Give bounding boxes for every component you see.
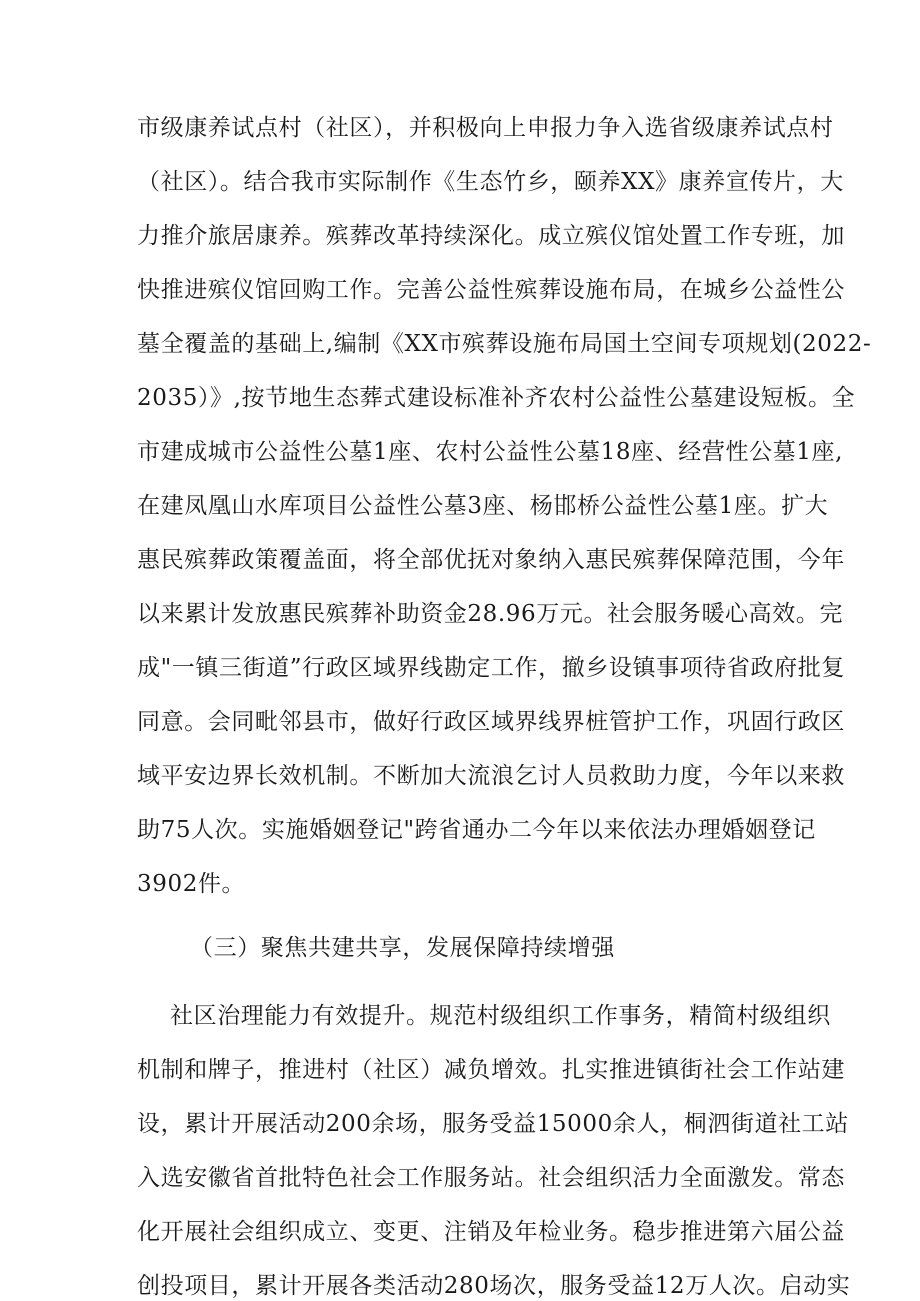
text-line: 入选安徽省首批特色社会工作服务站。社会组织活力全面激发。常态 [137, 1165, 845, 1191]
text-line: 市建成城市公益性公墓1座、农村公益性公墓18座、经营性公墓1座, [137, 439, 844, 465]
text-line: 社区治理能力有效提升。规范村级组织工作事务，精简村级组织 [170, 1003, 831, 1029]
text-line: 惠民殡葬政策覆盖面，将全部优抚对象纳入惠民殡葬保障范围，今年 [137, 547, 845, 573]
text-line: 在建凤凰山水库项目公益性公墓3座、杨邯桥公益性公墓1座。扩大 [137, 493, 829, 519]
section-heading: （三）聚焦共建共享，发展保障持续增强 [190, 935, 615, 961]
text-line: 同意。会同毗邻县市，做好行政区域界线界桩管护工作，巩固行政区 [137, 709, 845, 735]
text-line: 创投项目，累计开展各类活动280场次，服务受益12万人次。启动实 [137, 1273, 851, 1299]
text-line: 快推进殡仪馆回购工作。完善公益性殡葬设施布局，在城乡公益性公 [137, 277, 845, 303]
text-line: 市级康养试点村（社区），并积极向上申报力争入选省级康养试点村 [137, 115, 834, 141]
text-line: 成"一镇三街道”行政区域界线勘定工作，撤乡设镇事项待省政府批复 [137, 655, 845, 681]
text-line: 3902件。 [137, 871, 246, 897]
text-line: 机制和牌子，推进村（社区）减负增效。扎实推进镇街社会工作站建 [137, 1057, 845, 1083]
text-line: 设，累计开展活动200余场，服务受益15000余人，桐泗街道社工站 [137, 1111, 849, 1137]
text-line: 力推介旅居康养。殡葬改革持续深化。成立殡仪馆处置工作专班，加 [137, 223, 845, 249]
text-line: 化开展社会组织成立、变更、注销及年检业务。稳步推进第六届公益 [137, 1219, 845, 1245]
text-line: 2035）》,按节地生态葬式建设标准补齐农村公益性公墓建设短板。全 [137, 385, 856, 411]
text-line: 助75人次。实施婚姻登记"跨省通办二今年以来依法办理婚姻登记 [137, 817, 816, 843]
text-line: 以来累计发放惠民殡葬补助资金28.96万元。社会服务暖心高效。完 [137, 601, 844, 627]
text-line: （社区）。结合我市实际制作《生态竹乡，颐养XX》康养宣传片，大 [137, 169, 844, 195]
text-line: 墓全覆盖的基础上,编制《XX市殡葬设施布局国土空间专项规划(2022- [137, 331, 872, 357]
text-line: 域平安边界长效机制。不断加大流浪乞讨人员救助力度，今年以来救 [137, 763, 845, 789]
